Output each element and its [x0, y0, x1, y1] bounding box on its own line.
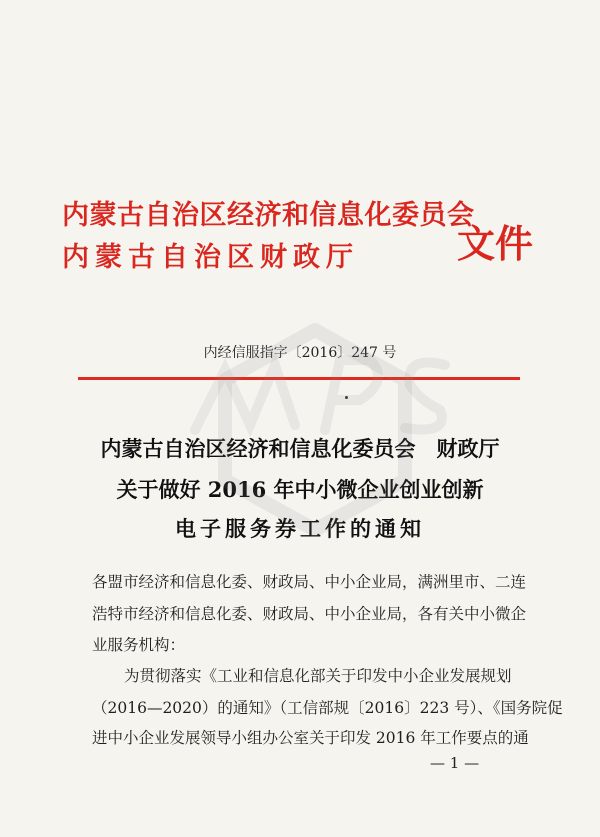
body-text-line: 各盟市经济和信息化委、财政局、中小企业局，满洲里市、二连: [92, 573, 527, 591]
document-title-line-1: 内蒙古自治区经济和信息化委员会 财政厅: [100, 436, 500, 461]
body-text-line: 进中小企业发展领导小组办公室关于印发 2016 年工作要点的通: [92, 729, 529, 747]
body-text-line: 浩特市经济和信息化委、财政局、中小企业局，各有关中小微企: [92, 605, 527, 623]
issuer-economic-committee: 内蒙古自治区经济和信息化委员会: [62, 200, 475, 231]
watermark-letter-s: [405, 363, 445, 430]
document-title-line-2: 关于做好 2016 年中小微企业创业创新: [116, 477, 484, 502]
document-number: 内经信服指字〔2016〕247 号: [203, 345, 397, 361]
document-title-line-3: 电子服务券工作的通知: [175, 516, 425, 541]
body-text-line: 业服务机构：: [92, 636, 186, 654]
document-type-label: 文件: [457, 221, 534, 266]
body-text-line: （2016—2020）的通知》（工信部规〔2016〕223 号）、《国务院促: [92, 699, 563, 717]
watermark-letter-m: [195, 365, 295, 430]
decorative-dot: [345, 396, 348, 399]
document-header: [62, 193, 542, 285]
body-text-line: 为贯彻落实《工业和信息化部关于印发中小企业发展规划: [124, 667, 512, 685]
red-divider-rule: [78, 377, 520, 380]
page-number: — 1 —: [430, 754, 480, 772]
issuer-finance-department: 内蒙古自治区财政厅: [62, 242, 359, 273]
watermark-letter-p: [325, 360, 378, 430]
